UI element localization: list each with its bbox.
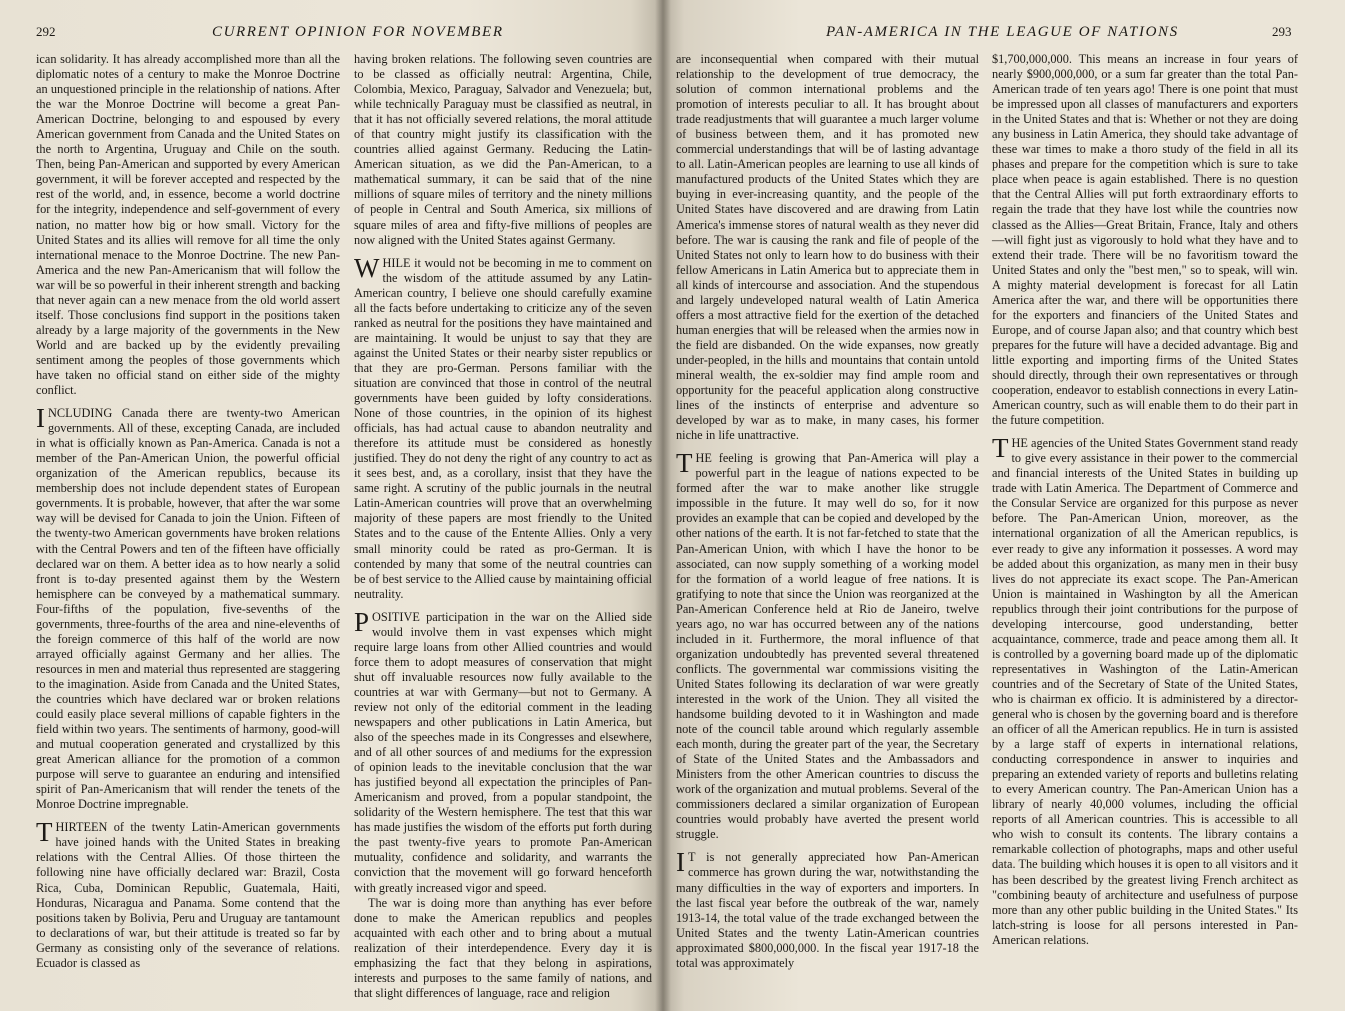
paragraph: are inconsequential when compared with their mutual relationship to the development of true democracy, the solution of common international problems and the promotion of interests peculiar to all. It has brought about trade readjustments that will guarantee a much larger volume of business between them, and it has promoted new commercial understandings that will be of lasting advantage to all. Latin-American peoples are learning to use all kinds of manufactured products of the United States which they are buying in ever-increasing quantity, and the people of the United States have discovered and are drawing from Latin America's immense stores of natural wealth as they never did before. The war is causing the rank and file of people of the United States not only to learn how to do business with their fellow Americans in Latin America but to appreciate them in all kinds of intercourse and association. And the stupendous and largely undeveloped natural wealth of Latin America offers a most attractive field for the exertion of the detached human energies that will be released when the armies now in the field are disbanded. On the wide expanses, now greatly under-peopled, in the hills and mountains that contain untold mineral wealth, the ex-soldier may find ample room and opportunity for the peaceful application along constructive lines of the instincts of enterprise and adventure so developed by war as to make, in many cases, his former niche in life unattractive. xyxy=(676,52,979,443)
left-page xyxy=(0,0,664,1011)
paragraph: having broken relations. The following seven countries are to be classed as officially neutral: Argentina, Chile, Colombia, Mexico, Paraguay, Salvador and Venezuela; but, while technically Paraguay must be classified as neutral, in that it has not officially severed relations, the moral attitude of that country might justify its classification with the countries allied against Germany. Reducing the Latin-American situation, as we did the Pan-American, to a mathematical summary, it can be said that of the nine millions of square miles of territory and the ninety millions of people in Central and South America, six millions of square miles of area and fifty-five millions of peoples are now aligned with the United States against Germany. xyxy=(354,52,652,247)
text-column-1 xyxy=(36,52,340,971)
text-column-2 xyxy=(354,52,652,1001)
right-page xyxy=(664,0,1345,1011)
running-header: PAN-AMERICA IN THE LEAGUE OF NATIONS xyxy=(826,24,1179,40)
text-column-3 xyxy=(676,52,979,971)
paragraph: INCLUDING Canada there are twenty-two American governments. All of these, excepting Canada, are included in what is officially known as Pan-America. Canada is not a member of the Pan-American Union, the powerful official organization of the American republics, because its membership does not include dependent states of European governments. It is probable, however, that after the war some way will be devised for Canada to join the Union. Fifteen of the twenty-two American governments have broken relations with the Central Powers and ten of the fifteen have officially declared war on them. A better idea as to how nearly a solid front is to-day presented against them by the Western hemisphere can be conveyed by a mathematical summary. Four-fifths of the population, five-sevenths of the governments, three-fourths of the area and nine-elevenths of the foreign commerce of this half of the world are now arrayed officially against Germany and her allies. The resources in men and material thus represented are staggering to the imagination. Aside from Canada and the United States, the countries which have declared war or broken relations could easily place several millions of capable fighters in the field within two years. The sentiments of harmony, good-will and mutual cooperation generated and crystallized by this great American alliance for the promotion of a common purpose will serve to guarantee an enduring and intensified spirit of Pan-Americanism that will render the tenets of the Monroe Doctrine impregnable. xyxy=(36,403,340,812)
paragraph: IT is not generally appreciated how Pan-American commerce has grown during the war, notwithstanding the many difficulties in the way of exporters and importers. In the last fiscal year before the outbreak of the war, namely 1913-14, the total value of the trade exchanged between the United States and the twenty Latin-American countries approximated $800,000,000. In the fiscal year 1917-18 the total was approximately xyxy=(676,847,979,970)
running-header: CURRENT OPINION FOR NOVEMBER xyxy=(212,24,504,40)
text-column-4 xyxy=(992,52,1298,948)
page-number: 292 xyxy=(36,24,56,39)
book-gutter xyxy=(655,0,671,1011)
paragraph: $1,700,000,000. This means an increase in four years of nearly $900,000,000, or a sum far greater than the total Pan-American trade of ten years ago! There is one point that must be impressed upon all classes of manufacturers and exporters in the United States and that is: Whether or not they are doing any business in Latin America, they should take advantage of these war times to make a thoro study of the field in all its phases and prepare for the competition which is sure to take place when peace is again established. There is no question that the Central Allies will put forth extraordinary efforts to regain the trade that they have lost while the countries now classed as the Allies—Great Britain, France, Italy and others—will fight just as vigorously to hold what they have and to extend their trade. There will be no favoritism toward the United States and only the "best men," so to speak, will win. A mighty material development is forecast for all Latin America after the war, and there will be opportunities there for the exporters and financiers of the United States and Europe, and of course Japan also; and that country which best prepares for the future will have a decided advantage. Big and little exporting and importing firms of the United States should directly, through their own representatives or through cooperation, endeavor to establish connections in every Latin-American country, such as will enable them to do their part in the future competition. xyxy=(992,52,1298,428)
paragraph: WHILE it would not be becoming in me to comment on the wisdom of the attitude assumed by any Latin-American country, I believe one should carefully examine all the facts before undertaking to criticize any of the seven ranked as neutral for the positions they have maintained and are maintaining. It would be unjust to say that they are against the United States or their nearby sister republics or that they are pro-German. Persons familiar with the situation are convinced that those in control of the neutral governments have been guided by lofty considerations. None of those countries, in the opinion of its highest officials, has had actual cause to abandon neutrality and therefore its attitude must be considered as honestly justified. They do not deny the right of any country to act as it sees best, and, as a corollary, insist that they have the same right. A scrutiny of the public journals in the neutral Latin-American countries will prove that an overwhelming majority of these papers are most friendly to the United States and to the cause of the Entente Allies. Only a very small minority could be rated as pro-German. It is contended by many that some of the neutral countries can be of best service to the Allied cause by maintaining official neutrality. xyxy=(354,252,652,601)
paragraph: THE feeling is growing that Pan-America will play a powerful part in the league of nations expected to be formed after the war to make another like struggle impossible in the future. It may well do so, for it now provides an example that can be copied and developed by the other nations of the earth. It is not far-fetched to state that the Pan-American Union, with which I have the honor to be associated, can now supply something of a working model for the formation of a world league of free nations. It is gratifying to note that since the Union was reorganized at the Pan-American Conference held at Rio de Janeiro, twelve years ago, no war has occurred between any of the nations included in it. Furthermore, the moral influence of that organization undoubtedly has prevented several threatened conflicts. The governmental war commissions visiting the United States following its declaration of war were greatly interested in the work of the Union. They all visited the handsome building devoted to it in Washington and made note of the council table around which regularly assemble each month, during the greater part of the year, the Secretary of State of the United States and the Ambassadors and Ministers from the other American countries to discuss the work of the organization and mutual problems. Several of the commissioners declared a similar organization of European countries would probably have averted the present world struggle. xyxy=(676,448,979,842)
paragraph: THE agencies of the United States Government stand ready to give every assistance in their power to the commercial and financial interests of the United States in building up trade with Latin America. The Department of Commerce and the Consular Service are organized for this purpose as never before. The Pan-American Union, moreover, as the international organization of all the American republics, is ever ready to give any information it possesses. A word may be added about this organization, as many men in their busy lives do not appreciate its exact scope. The Pan-American Union is maintained in Washington by all the American republics through their joint contributions for the purpose of developing intercourse, good understanding, better acquaintance, commerce, trade and peace among them all. It is controlled by a governing board made up of the diplomatic representatives in Washington of the Latin-American countries and of the Secretary of State of the United States, who is chairman ex officio. It is administered by a director-general who is chosen by the governing board and is therefore an officer of all the American republics. He in turn is assisted by a large staff of experts in international relations, conducting correspondence in answer to inquiries and preparing an extended variety of reports and bulletins relating to every American country. The Pan-American Union has a library of nearly 40,000 volumes, including the official reports of all American countries. This is accessible to all who wish to consult its contents. The library contains a remarkable collection of photographs, maps and other useful data. The building which houses it is open to all visitors and it has been described by the greatest living French architect as "combining beauty of architecture and usefulness of purpose more than any other public building in the United States." Its latch-string is loose for all persons interested in Pan-American relations. xyxy=(992,433,1298,947)
page-number: 293 xyxy=(1272,24,1292,39)
paragraph: THIRTEEN of the twenty Latin-American governments have joined hands with the United States in breaking relations with the Central Allies. Of those thirteen the following nine have officially declared war: Brazil, Costa Rica, Cuba, Dominican Republic, Guatemala, Haiti, Honduras, Nicaragua and Panama. Some contend that the positions taken by Bolivia, Peru and Uruguay are tantamount to declarations of war, but their attitude is treated so far by Germany as consisting only of the severance of relations. Ecuador is classed as xyxy=(36,817,340,970)
paragraph: The war is doing more than anything has ever before done to make the American republics and peoples acquainted with each other and to bring about a mutual realization of their interdependence. Every day it is emphasizing the fact that they belong in aspirations, interests and purposes to the same family of nations, and that slight differences of language, race and religion xyxy=(354,895,652,1000)
paragraph: POSITIVE participation in the war on the Allied side would involve them in vast expenses which might require large loans from other Allied countries and would force them to adopt measures of conservation that might shut off invaluable resources now fully available to the countries at war with Germany—but not to Germany. A review not only of the editorial comment in the leading newspapers and other publications in Latin America, but also of the speeches made in its Congresses and elsewhere, and of all other sources of and mediums for the expression of opinion leads to the inevitable conclusion that the war has justified beyond all expectation the principles of Pan-Americanism and proved, from a popular standpoint, the solidarity of the Western hemisphere. The test that this war has made justifies the wisdom of the efforts put forth during the past twenty-five years to promote Pan-American mutuality, confidence and solidarity, and warrants the conviction that the movement will go forward henceforth with greatly increased vigor and speed. xyxy=(354,606,652,895)
paragraph: ican solidarity. It has already accomplished more than all the diplomatic notes of a century to make the Monroe Doctrine an unquestioned principle in the relationship of nations. After the war the Monroe Doctrine will become a great Pan-American Doctrine, belonging to and espoused by every American government from Canada and the United States on the north to Argentina, Uruguay and Chile on the south. Then, being Pan-American and supported by every American government, it will be forever accepted and respected by the rest of the world, and, in essence, become a world doctrine for the integrity, independence and self-government of every nation, no matter how big or how small. Victory for the United States and its allies will remove for all time the only international menace to the Monroe Doctrine. The new Pan-America and the new Pan-Americanism that will follow the war will be so powerful in their inherent strength and backing that never again can a new menace from the old world assert itself. Those conclusions find support in the positions taken already by a large majority of the governments in the New World and are backed up by the evidently prevailing sentiment among the peoples of those governments which have taken no official stand on either side of the mighty conflict. xyxy=(36,52,340,398)
